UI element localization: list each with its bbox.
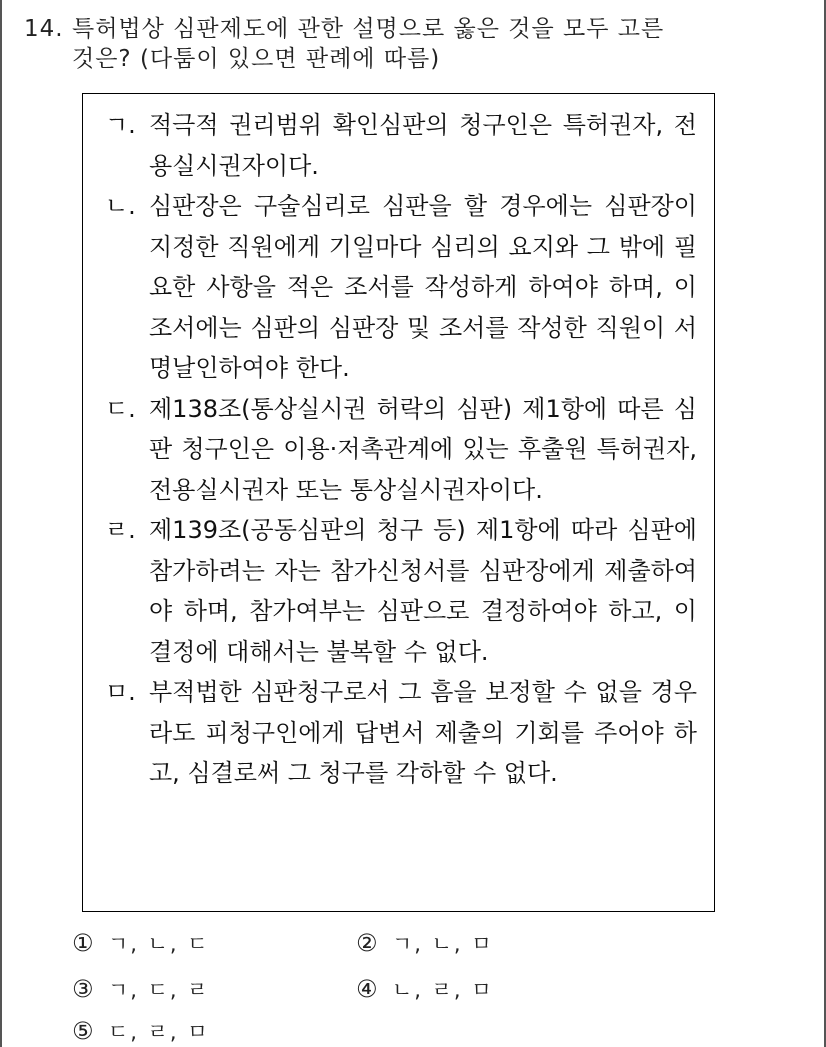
statement-item-5 (105, 672, 697, 794)
question-number: 14. (24, 16, 64, 42)
statement-marker: ㅁ. (105, 678, 136, 706)
choice-2[interactable] (356, 928, 494, 958)
question-line-1 (24, 14, 744, 44)
statement-marker: ㄹ. (105, 516, 136, 544)
choice-label: ㄱ, ㄴ, ㄷ (108, 932, 210, 956)
choice-label: ㄷ, ㄹ, ㅁ (108, 1020, 210, 1044)
choice-1[interactable] (72, 928, 210, 958)
statement-text: 부적법한 심판청구로서 그 흠을 보정할 수 없을 경우라도 피청구인에게 답변서 제출의 기회를 주어야 하고, 심결로써 그 청구를 각하할 수 없다. (149, 678, 697, 787)
statement-marker: ㄷ. (105, 394, 136, 423)
statement-item-2 (105, 186, 697, 389)
statement-text: 제139조(공동심판의 청구 등) 제1항에 따라 심판에 참가하려는 자는 참가신청서를 심판장에게 제출하여야 하며, 참가여부는 심판으로 결정하여야 하고, 이 결정에 대해서는 불복할 수 없다. (149, 516, 697, 666)
choice-number: ⑤ (72, 1017, 94, 1045)
choice-5[interactable] (72, 1016, 210, 1046)
statement-marker: ㄱ. (105, 111, 136, 139)
choice-3[interactable] (72, 974, 210, 1004)
statement-marker: ㄴ. (105, 192, 136, 220)
statement-item-3 (105, 389, 697, 511)
question-stem (24, 14, 744, 74)
statement-list (105, 105, 697, 794)
statement-item-4 (105, 510, 697, 672)
statement-text: 심판장은 구술심리로 심판을 할 경우에는 심판장이 지정한 직원에게 기일마다 심리의 요지와 그 밖에 필요한 사항을 적은 조서를 작성하게 하여야 하며, 이 조서에는 심판의 심판장 및 조서를 작성한 직원이 서명날인하여야 한다. (149, 192, 697, 382)
choice-label: ㄱ, ㄴ, ㅁ (392, 932, 494, 956)
question-line-2 (24, 44, 744, 74)
choice-number: ④ (356, 975, 378, 1003)
choice-number: ③ (72, 975, 94, 1003)
statement-item-1 (105, 105, 697, 186)
choice-4[interactable] (356, 974, 494, 1004)
statement-text: 적극적 권리범위 확인심판의 청구인은 특허권자, 전용실시권자이다. (149, 111, 697, 180)
statement-text: 제138조(통상실시권 허락의 심판) 제1항에 따른 심판 청구인은 이용·저촉관계에 있는 후출원 특허권자, 전용실시권자 또는 통상실시권자이다. (149, 394, 697, 504)
question-text-2: 것은? (다툼이 있으면 판례에 따름) (72, 46, 441, 72)
choice-label: ㄴ, ㄹ, ㅁ (392, 978, 494, 1002)
choice-number: ① (72, 929, 94, 957)
choice-number: ② (356, 929, 378, 957)
question-text-1: 특허법상 심판제도에 관한 설명으로 옳은 것을 모두 고른 (72, 16, 665, 42)
statement-box (82, 93, 715, 912)
choice-label: ㄱ, ㄷ, ㄹ (108, 978, 210, 1002)
